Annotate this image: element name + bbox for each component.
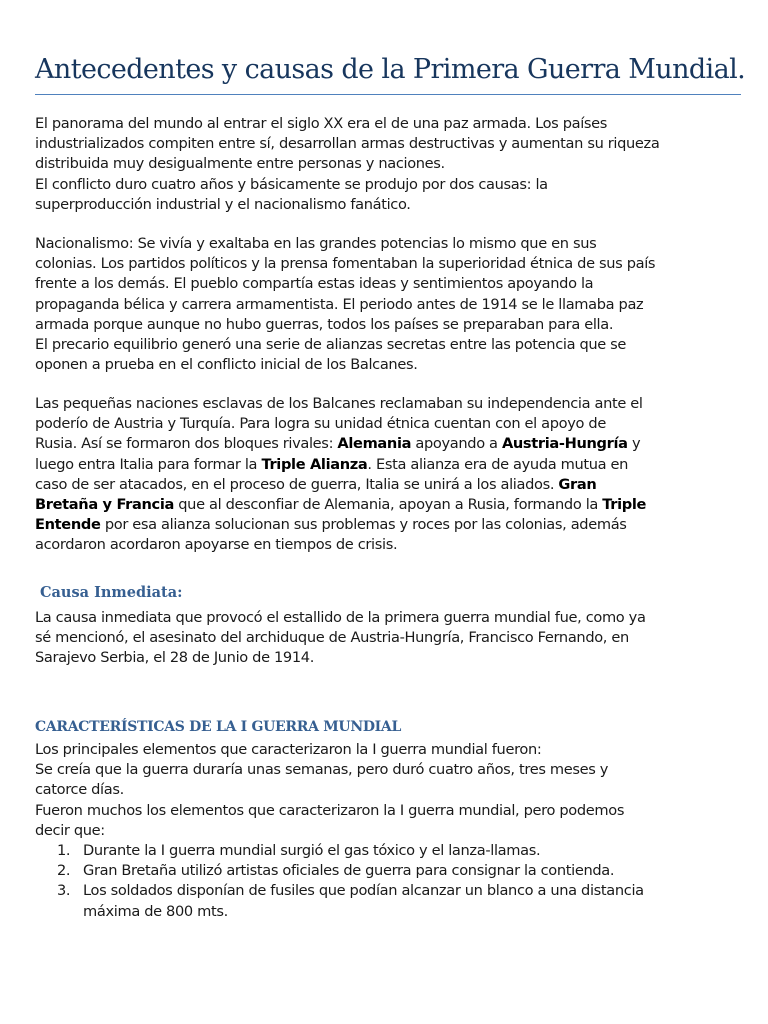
intro-paragraph	[35, 114, 745, 215]
features-line: decir que:	[35, 821, 105, 839]
balkans-text: Rusia. Así se formaron dos bloques rivales:	[35, 435, 338, 453]
bold-term-austria-hungria: Austria-Hungría	[501, 435, 628, 453]
features-line: Fueron muchos los elementos que caracterizaron la I guerra mundial, pero podemos	[35, 801, 625, 819]
bold-term-bretana-francia: Bretaña y Francia	[35, 496, 174, 514]
balkans-line: poderío de Austria y Turquía. Para logra su unidad étnica cuentan con el apoyo de	[35, 415, 606, 433]
nationalism-paragraph	[35, 234, 745, 375]
nationalism-line: frente a los demás. El pueblo compartía estas ideas y sentimientos apoyando la	[35, 275, 594, 293]
nationalism-line: El precario equilibrio generó una serie de alianzas secretas entre las potencia que se	[35, 336, 627, 354]
balkans-text: apoyando a	[411, 435, 502, 453]
cause-heading: Causa Inmediata:	[40, 584, 183, 601]
balkans-text: por esa alianza solucionan sus problemas y roces por las colonias, además	[100, 516, 627, 534]
balkans-text: y	[627, 435, 641, 453]
intro-line: industrializados compiten entre sí, desarrollan armas destructivas y aumentan su riqueza	[35, 135, 660, 153]
features-paragraph	[35, 740, 745, 841]
list-item-text: Gran Bretaña utilizó artistas oficiales de guerra para consignar la contienda.	[83, 862, 615, 880]
balkans-line	[35, 515, 745, 535]
balkans-line: Las pequeñas naciones esclavas de los Balcanes reclamaban su independencia ante el	[35, 395, 643, 412]
cause-paragraph	[35, 608, 745, 669]
features-heading: CARACTERÍSTICAS DE LA I GUERRA MUNDIAL	[35, 719, 402, 735]
nationalism-line: oponen a prueba en el conflicto inicial de los Balcanes.	[35, 356, 418, 374]
features-line: catorce días.	[35, 781, 124, 799]
title-underline	[35, 94, 741, 95]
balkans-text: que al desconfiar de Alemania, apoyan a Rusia, formando la	[173, 496, 603, 514]
nationalism-line: colonias. Los partidos políticos y la prensa fomentaban la superioridad étnica de sus país	[35, 255, 656, 273]
cause-line: La causa inmediata que provocó el estallido de la primera guerra mundial fue, como ya	[35, 609, 646, 626]
bold-term-triple: Triple	[602, 496, 647, 514]
balkans-paragraph	[35, 394, 745, 556]
list-item-text: Durante la I guerra mundial surgió el gas tóxico y el lanza-llamas.	[83, 842, 541, 859]
list-item-number: 2.	[57, 862, 71, 880]
balkans-line: acordaron acordaron apoyarse en tiempos de crisis.	[35, 536, 398, 554]
balkans-text: . Esta alianza era de ayuda mutua en	[367, 455, 629, 473]
cause-line: Sarajevo Serbia, el 28 de Junio de 1914.	[35, 649, 315, 667]
bold-term-entende: Entende	[35, 516, 101, 534]
list-item-number: 3.	[57, 882, 71, 900]
balkans-text: luego entra Italia para formar la	[35, 455, 262, 473]
bold-term-alemania: Alemania	[337, 435, 412, 453]
cause-line: sé mencionó, el asesinato del archiduque de Austria-Hungría, Francisco Fernando, en	[35, 629, 629, 647]
balkans-line	[35, 434, 745, 454]
nationalism-line: armada porque aunque no hubo guerras, todos los países se preparaban para ella.	[35, 315, 614, 333]
page-title: Antecedentes y causas de la Primera Guerra Mundial.	[35, 54, 746, 85]
intro-line: distribuida muy desigualmente entre personas y naciones.	[35, 155, 445, 173]
balkans-line	[35, 495, 745, 515]
intro-line: superproducción industrial y el nacionalismo fanático.	[35, 195, 411, 213]
features-line: Los principales elementos que caracterizaron la I guerra mundial fueron:	[35, 741, 542, 758]
list-item	[35, 861, 644, 881]
balkans-text: caso de ser atacados, en el proceso de guerra, Italia se unirá a los aliados.	[35, 475, 559, 493]
list-item	[35, 841, 644, 861]
list-item	[35, 881, 644, 921]
features-line: Se creía que la guerra duraría unas semanas, pero duró cuatro años, tres meses y	[35, 761, 609, 779]
bold-term-gran: Gran	[558, 475, 597, 493]
intro-line: El panorama del mundo al entrar el siglo XX era el de una paz armada. Los países	[35, 115, 608, 132]
features-list	[35, 841, 644, 922]
list-item-text: Los soldados disponían de fusiles que podían alcanzar un blanco a una distancia	[83, 882, 644, 900]
balkans-line	[35, 475, 745, 495]
bold-term-triple-alianza: Triple Alianza	[261, 455, 368, 473]
balkans-line	[35, 455, 745, 475]
nationalism-line: Nacionalismo: Se vivía y exaltaba en las grandes potencias lo mismo que en sus	[35, 235, 597, 252]
intro-line: El conflicto duro cuatro años y básicamente se produjo por dos causas: la	[35, 175, 548, 193]
list-item-text: máxima de 800 mts.	[83, 902, 228, 920]
nationalism-line: propaganda bélica y carrera armamentista. El periodo antes de 1914 se le llamaba paz	[35, 295, 644, 313]
list-item-number: 1.	[57, 842, 71, 859]
